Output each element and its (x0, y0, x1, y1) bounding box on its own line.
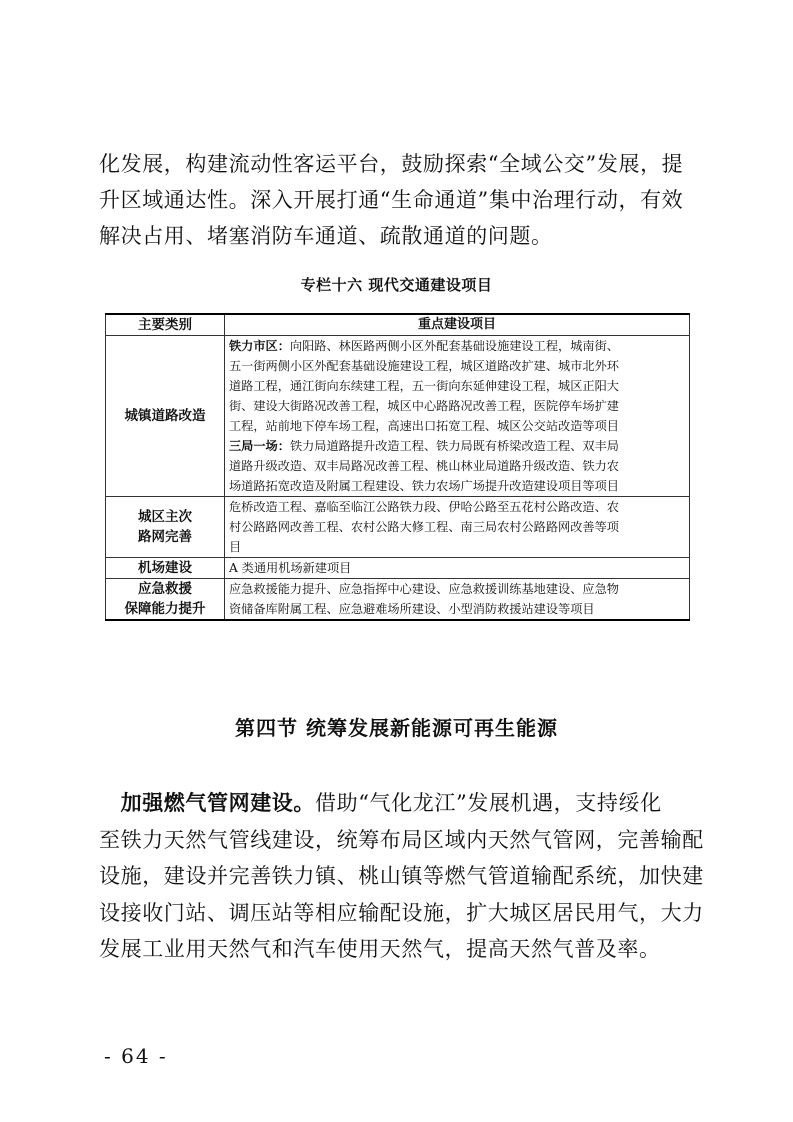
project-line: 街、建设大街路况改善工程，城区中心路路况改善工程，医院停车场扩建 (229, 399, 619, 413)
category-label: 应急救援 (138, 581, 192, 597)
category-label: 城区主次 (138, 509, 192, 525)
section-heading: 第四节 统筹发展新能源可再生能源 (235, 716, 558, 740)
project-line: 五一街两侧小区外配套基础设施建设工程，城区道路改扩建、城市北外环 (229, 359, 619, 373)
project-line: 道路升级改造、双丰局路况改善工程、桃山林业局道路升级改造、铁力农 (229, 459, 619, 473)
project-line: 铁力市区：向阳路、林医路两侧小区外配套基础设施建设工程，城南街、 (229, 339, 619, 353)
table-header-row (106, 314, 690, 336)
projects-cell (225, 336, 690, 497)
paragraph-line: 化发展，构建流动性客运平台，鼓励探索“全域公交”发展，提 (99, 152, 684, 176)
category-cell (106, 336, 225, 497)
category-cell (106, 497, 225, 558)
category-label: 保障能力提升 (124, 601, 206, 617)
paragraph-lead: 加强燃气管网建设。 (120, 791, 316, 815)
gas-network-paragraph (99, 785, 704, 968)
project-line: 危桥改造工程、嘉临至临江公路铁力段、伊哈公路至五花村公路改造、农 (229, 500, 619, 514)
projects-cell (225, 497, 690, 558)
projects-cell (225, 579, 690, 621)
table-row (106, 336, 690, 497)
table-caption: 专栏十六 现代交通建设项目 (300, 276, 493, 294)
project-line: 场道路拓宽改造及附属工程建设、铁力农场广场提升改造建设项目等项目 (229, 479, 619, 493)
paragraph-line: 发展工业用天然气和汽车使用天然气，提高天然气普及率。 (99, 937, 661, 961)
paragraph-line: 设接收门站、调压站等相应输配设施，扩大城区居民用气，大力 (99, 900, 704, 925)
projects-cell (225, 558, 690, 579)
paragraph-line: 升区域通达性。深入开展打通“生命通道”集中治理行动，有效 (99, 188, 684, 212)
category-label: 城镇道路改造 (124, 408, 206, 424)
page-number: - 64 - (104, 1044, 168, 1068)
table-row (106, 497, 690, 558)
header-projects: 重点建设项目 (225, 314, 690, 336)
paragraph-line: 加强燃气管网建设。借助“气化龙江”发展机遇，支持绥化 (120, 791, 662, 815)
intro-paragraph (99, 146, 699, 254)
project-line: 应急救援能力提升、应急指挥中心建设、应急救援训练基地建设、应急物 (229, 582, 619, 596)
table-row (106, 558, 690, 579)
category-cell (106, 579, 225, 621)
category-cell (106, 558, 225, 579)
project-line: 村公路路网改善工程、农村公路大修工程、南三局农村公路路网改善等项 (229, 520, 619, 534)
transport-projects-table (105, 313, 690, 621)
project-line: A 类通用机场新建项目 (229, 561, 352, 575)
category-label: 机场建设 (138, 560, 192, 576)
table-row (106, 579, 690, 621)
project-line: 目 (229, 540, 242, 554)
project-line: 工程，站前地下停车场工程，高速出口拓宽工程、城区公交站改造等项目 (229, 419, 619, 433)
subarea-label: 铁力市区： (229, 339, 290, 353)
paragraph-line: 至铁力天然气管线建设，统筹布局区域内天然气管网，完善输配 (99, 827, 704, 852)
paragraph-line: 设施，建设并完善铁力镇、桃山镇等燃气管道输配系统，加快建 (99, 864, 704, 888)
project-line: 三局一场：铁力局道路提升改造工程、铁力局既有桥梁改造工程、双丰局 (229, 439, 619, 453)
project-line: 道路工程，通江街向东续建工程，五一街向东延伸建设工程，城区正阳大 (229, 379, 619, 393)
subarea-label: 三局一场： (229, 439, 290, 453)
project-line: 资储备库附属工程、应急避难场所建设、小型消防救援站建设等项目 (229, 602, 595, 616)
category-label: 路网完善 (138, 529, 192, 545)
paragraph-line: 解决占用、堵塞消防车通道、疏散通道的问题。 (99, 224, 553, 248)
header-category: 主要类别 (106, 314, 225, 336)
